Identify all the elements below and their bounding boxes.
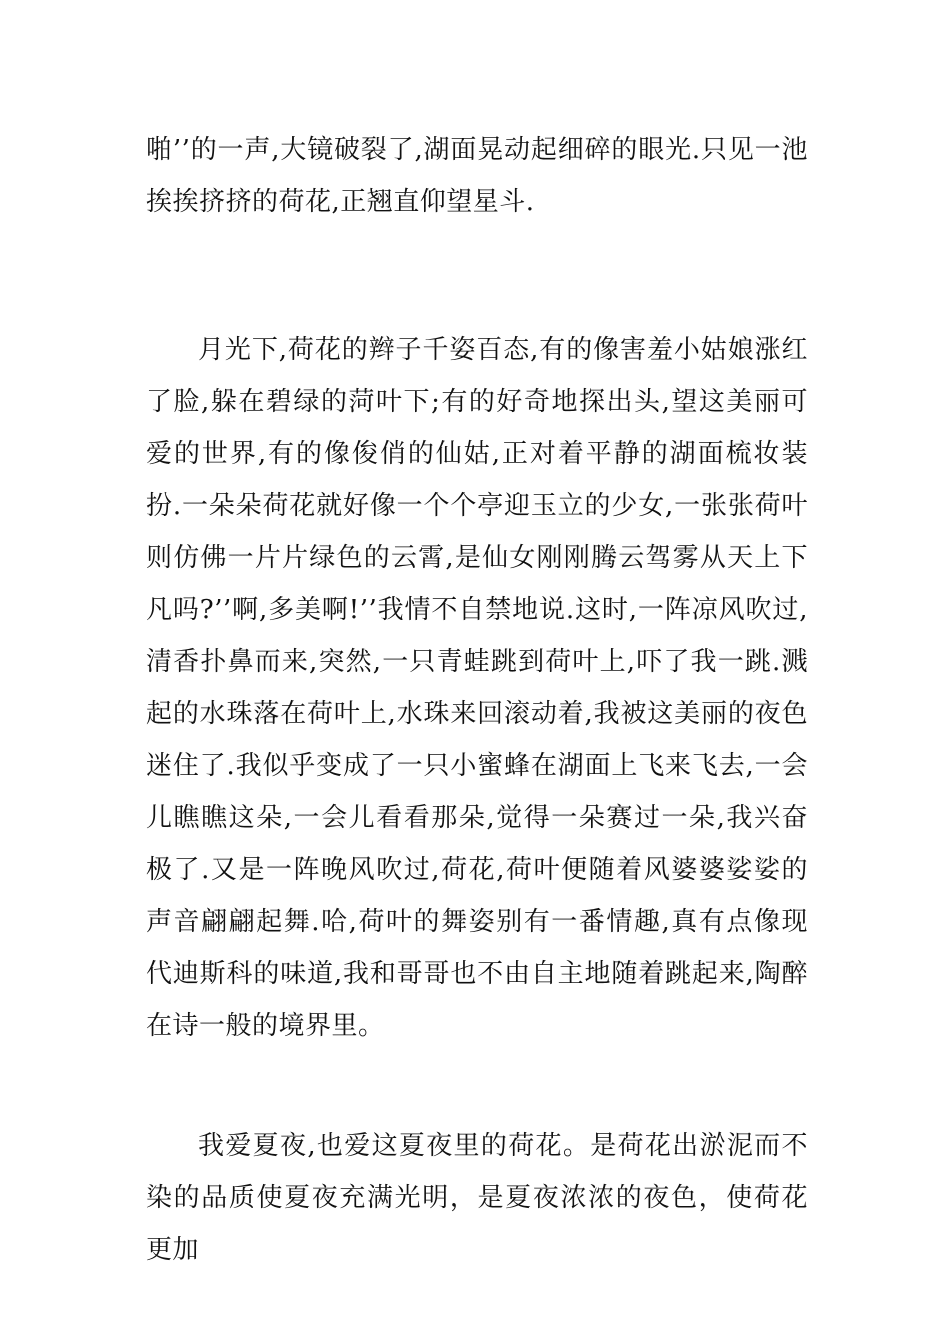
paragraph-1: 啪’’的一声,大镜破裂了,湖面晃动起细碎的眼光.只见一池挨挨挤挤的荷花,正翘直仰望星斗. xyxy=(146,135,808,217)
paragraph-2: 月光下,荷花的辫子千姿百态,有的像害羞小姑娘涨红了脸,躲在碧绿的菏叶下;有的好奇地探出头,望这美丽可爱的世界,有的像俊俏的仙姑,正对着平静的湖面梳妆装扮.一朵朵荷花就好像一个个亭迎玉立的少女,一张张荷叶则仿佛一片片绿色的云霄,是仙女刚刚腾云驾雾从天上下凡吗?’’啊,多美啊!’’我情不自禁地说.这时,一阵凉风吹过,清香扑鼻而来,突然,一只青蛙跳到荷叶上,吓了我一跳.溅起的水珠落在荷叶上,水珠来回滚动着,我被这美丽的夜色迷住了.我似乎变成了一只小蜜蜂在湖面上飞来飞去,一会儿瞧瞧这朵,一会儿看看那朵,觉得一朵赛过一朵,我兴奋极了.又是一阵晚风吹过,荷花,荷叶便随着风婆婆娑娑的声音翩翩起舞.哈,荷叶的舞姿别有一番情趣,真有点像现代迪斯科的味道,我和哥哥也不由自主地随着跳起来,陶醉在诗一般的境界里。 xyxy=(146,335,808,1041)
paragraph-3: 我爱夏夜,也爱这夏夜里的荷花。是荷花出淤泥而不染的品质使夏夜充满光明，是夏夜浓浓的夜色，使荷花更加 xyxy=(146,1131,808,1265)
